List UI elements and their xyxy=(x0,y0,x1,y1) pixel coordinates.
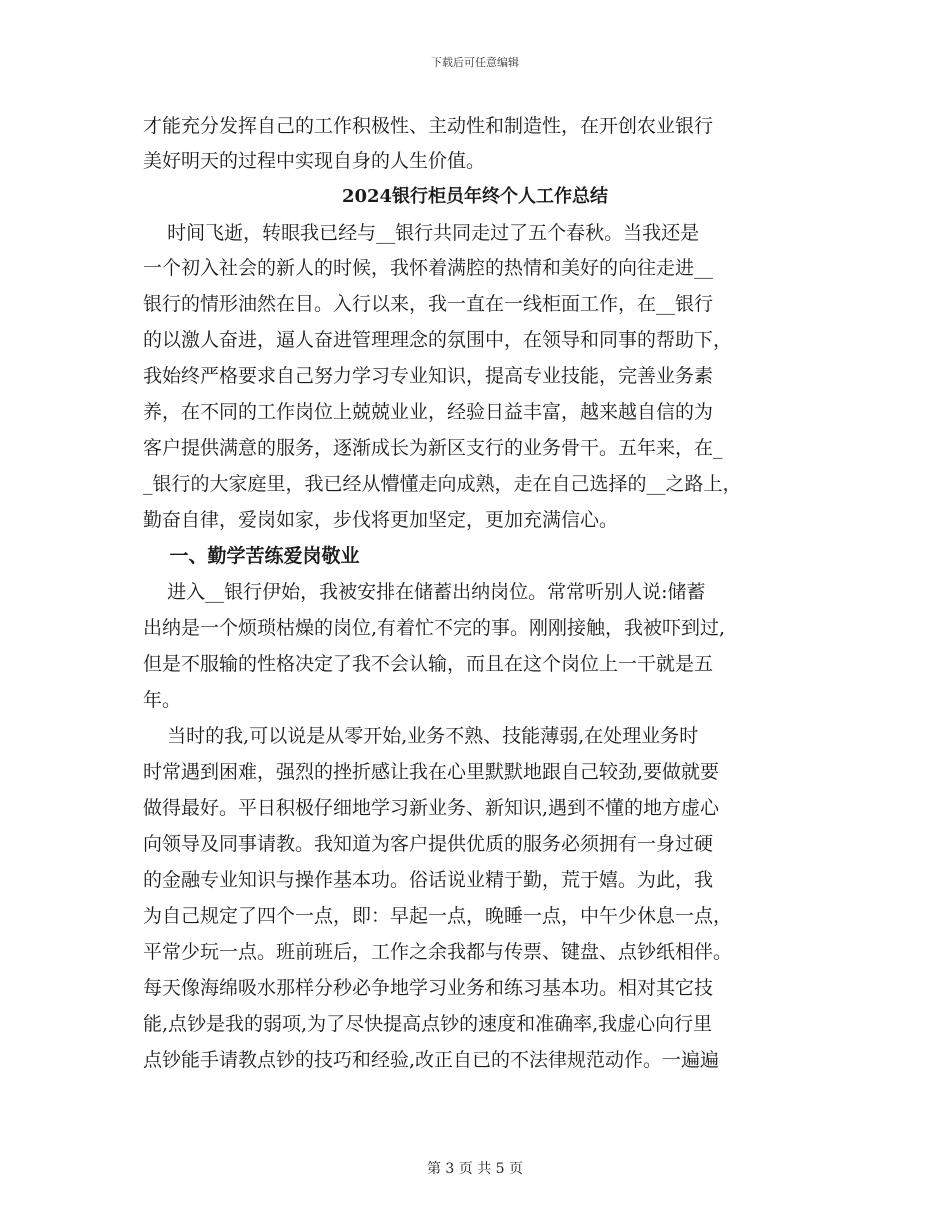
paragraph-line: 当时的我,可以说是从零开始,业务不熟、技能薄弱,在处理业务时 xyxy=(143,725,699,747)
paragraph-line: 的以激人奋进，逼人奋进管理理念的氛围中，在领导和同事的帮助下， xyxy=(143,329,733,351)
paragraph-line: 银行的情形油然在目。入行以来，我一直在一线柜面工作，在__银行 xyxy=(143,293,714,315)
paragraph-line: 时常遇到困难，强烈的挫折感让我在心里默默地跟自己较劲,要做就要 xyxy=(143,761,720,783)
paragraph-line: 一个初入社会的新人的时候，我怀着满腔的热情和美好的向往走进__ xyxy=(143,257,714,279)
paragraph-line: 点钞能手请教点钞的技巧和经验,改正自已的不法律规范动作。一遍遍 xyxy=(143,1049,720,1071)
page-footer: 第 3 页 共 5 页 xyxy=(426,1161,524,1177)
paragraph-line: 平常少玩一点。班前班后，工作之余我都与传票、键盘、点钞纸相伴。 xyxy=(143,941,733,963)
paragraph-line: _银行的大家庭里，我已经从懵懂走向成熟，走在自己选择的__之路上， xyxy=(143,473,742,495)
paragraph-line: 进入__银行伊始，我被安排在储蓄出纳岗位。常常听别人说:储蓄 xyxy=(143,581,706,603)
paragraph-line: 客户提供满意的服务，逐渐成长为新区支行的业务骨干。五年来，在_ xyxy=(143,437,723,459)
page-header: 下载后可任意编辑 xyxy=(431,56,519,69)
paragraph-line: 时间飞逝，转眼我已经与__银行共同走过了五个春秋。当我还是 xyxy=(143,222,700,244)
intro-line: 美好明天的过程中实现自身的人生价值。 xyxy=(143,150,486,172)
paragraph-line: 我始终严格要求自己努力学习专业知识，提高专业技能，完善业务素 xyxy=(143,365,714,387)
paragraph-line: 的金融专业知识与操作基本功。俗话说业精于勤，荒于嬉。为此，我 xyxy=(143,869,714,891)
intro-line: 才能充分发挥自己的工作积极性、主动性和制造性，在开创农业银行 xyxy=(143,115,714,137)
paragraph-line: 勤奋自律，爱岗如家，步伐将更加坚定，更加充满信心。 xyxy=(143,509,619,531)
document-title: 2024银行柜员年终个人工作总结 xyxy=(341,186,609,207)
paragraph-line: 为自己规定了四个一点，即：早起一点，晚睡一点，中午少休息一点， xyxy=(143,905,733,927)
paragraph-line: 出纳是一个烦琐枯燥的岗位,有着忙不完的事。刚刚接触，我被吓到过, xyxy=(143,617,726,639)
paragraph-line: 能,点钞是我的弱项,为了尽快提高点钞的速度和准确率,我虚心向行里 xyxy=(143,1013,713,1035)
paragraph-line: 每天像海绵吸水那样分秒必争地学习业务和练习基本功。相对其它技 xyxy=(143,977,714,999)
paragraph-line: 但是不服输的性格决定了我不会认输，而且在这个岗位上一干就是五 xyxy=(143,653,714,675)
section-heading: 一、勤学苦练爱岗敬业 xyxy=(143,545,360,567)
paragraph-line: 养，在不同的工作岗位上兢兢业业，经验日益丰富，越来越自信的为 xyxy=(143,401,714,423)
paragraph-line: 年。 xyxy=(143,689,182,711)
paragraph-line: 向领导及同事请教。我知道为客户提供优质的服务必须拥有一身过硬 xyxy=(143,833,714,855)
paragraph-line: 做得最好。平日积极仔细地学习新业务、新知识,遇到不懂的地方虚心 xyxy=(143,797,720,819)
